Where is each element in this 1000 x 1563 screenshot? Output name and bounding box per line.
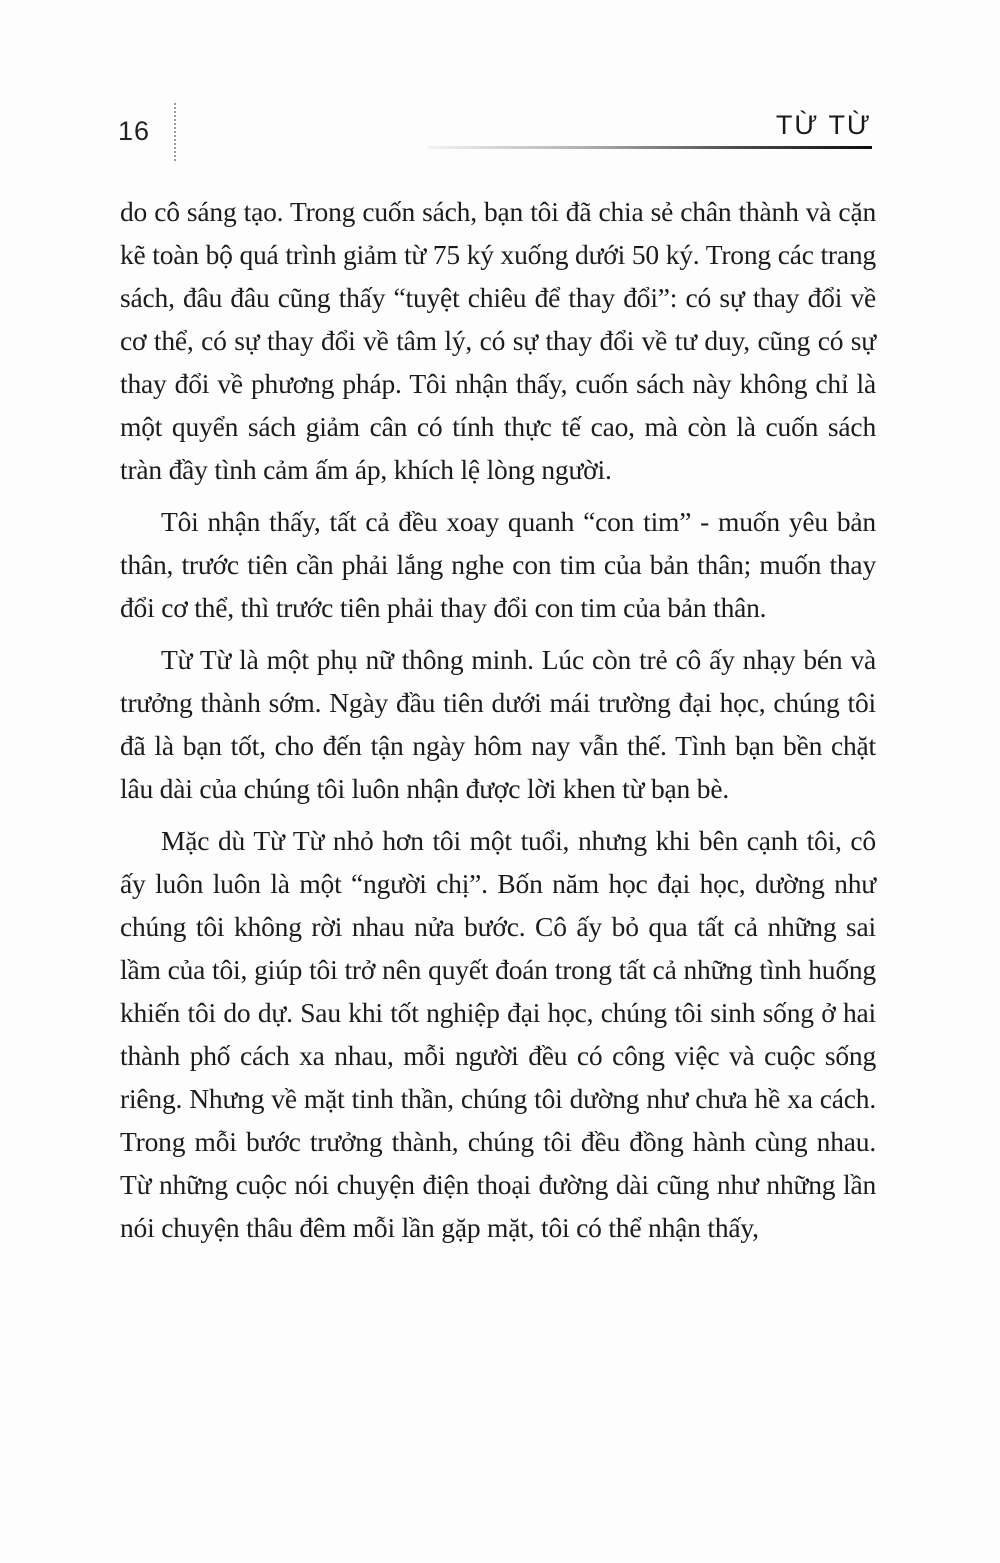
header-rule (428, 146, 872, 149)
running-title: TỪ TỪ (775, 110, 872, 140)
paragraph: Từ Từ là một phụ nữ thông minh. Lúc còn trẻ cô ấy nhạy bén và trưởng thành sớm. Ngày đầu tiên dưới mái trường đại học, chúng tôi đã là bạn tốt, cho đến tận ngày hôm nay vẫn thế. Tình bạn bền chặt lâu dài của chúng tôi luôn nhận được lời khen từ bạn bè. (120, 644, 876, 804)
paragraph: Tôi nhận thấy, tất cả đều xoay quanh “con tim” - muốn yêu bản thân, trước tiên cần phải lắng nghe con tim của bản thân; muốn thay đổi cơ thể, thì trước tiên phải thay đổi con tim của bản thân. (120, 506, 876, 623)
paragraph: Mặc dù Từ Từ nhỏ hơn tôi một tuổi, nhưng khi bên cạnh tôi, cô ấy luôn luôn là một “người chị”. Bốn năm học đại học, dường như chúng tôi không rời nhau nửa bước. Cô ấy bỏ qua tất cả những sai lầm của tôi, giúp tôi trở nên quyết đoán trong tất cả những tình huống khiến tôi do dự. Sau khi tốt nghiệp đại học, chúng tôi sinh sống ở hai thành phố cách xa nhau, mỗi người đều có công việc và cuộc sống riêng. Nhưng về mặt tinh thần, chúng tôi dường như chưa hề xa cách. Trong mỗi bước trưởng thành, chúng tôi đều đồng hành cùng nhau. Từ những cuộc nói chuyện điện thoại đường dài cũng như những lần nói chuyện thâu đêm mỗi lần gặp mặt, tôi có thể nhận thấy, (120, 825, 876, 1243)
body-text (120, 190, 876, 1249)
header-dotted-divider (174, 103, 176, 163)
paragraph-continuation: do cô sáng tạo. Trong cuốn sách, bạn tôi đã chia sẻ chân thành và cặn kẽ toàn bộ quá trình giảm từ 75 ký xuống dưới 50 ký. Trong các trang sách, đâu đâu cũng thấy “tuyệt chiêu để thay đổi”: có sự thay đổi về cơ thể, có sự thay đổi về tâm lý, có sự thay đổi về tư duy, cũng có sự thay đổi về phương pháp. Tôi nhận thấy, cuốn sách này không chỉ là một quyển sách giảm cân có tính thực tế cao, mà còn là cuốn sách tràn đầy tình cảm ấm áp, khích lệ lòng người. (120, 196, 876, 485)
page-number: 16 (118, 116, 151, 146)
